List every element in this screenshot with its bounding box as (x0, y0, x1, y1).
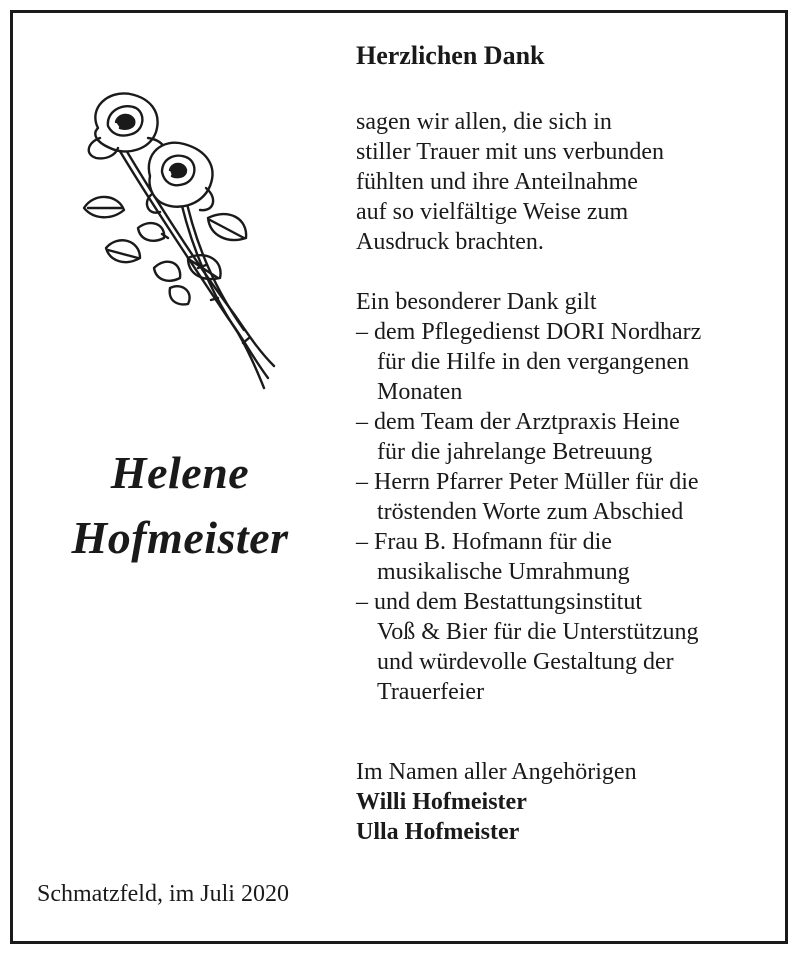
thanks-item-line: – dem Team der Arztpraxis Heine (356, 409, 680, 435)
special-thanks-intro: Ein besonderer Dank gilt (356, 289, 597, 315)
thanks-item-line: Monaten (377, 379, 463, 405)
signoff-text: Im Namen aller Angehörigen (356, 759, 637, 785)
thanks-item-line: für die Hilfe in den vergangenen (377, 349, 690, 375)
thanks-item-line: für die jahrelange Betreuung (377, 439, 653, 465)
thanks-item-line: und würdevolle Gestaltung der (377, 649, 674, 675)
thanks-item (356, 317, 701, 407)
intro-line: Ausdruck brachten. (356, 229, 544, 255)
thanks-item-line: Voß & Bier für die Unterstützung (377, 619, 699, 645)
thanks-heading: Herzlichen Dank (356, 41, 545, 70)
thanks-item (356, 527, 701, 587)
thanks-item (356, 467, 701, 527)
thanks-item-line: – Frau B. Hofmann für die (356, 529, 612, 555)
signer-name: Ulla Hofmeister (356, 819, 520, 845)
thanks-list (356, 317, 701, 707)
intro-line: stiller Trauer mit uns verbunden (356, 139, 664, 165)
thanks-item-line: – Herrn Pfarrer Peter Müller für die (356, 469, 699, 495)
thanks-item-line: musikalische Umrahmung (377, 559, 630, 585)
intro-paragraph (356, 107, 664, 257)
thanks-item-line: – und dem Bestattungsinstitut (356, 589, 642, 615)
thanks-item (356, 587, 701, 707)
signature-block (356, 757, 637, 847)
deceased-first-name: Helene (110, 447, 250, 498)
thanks-item (356, 407, 701, 467)
thanks-item-line: tröstenden Worte zum Abschied (377, 499, 684, 525)
intro-line: auf so vielfältige Weise zum (356, 199, 629, 225)
intro-line: sagen wir allen, die sich in (356, 109, 612, 135)
thanks-item-line: Trauerfeier (377, 679, 485, 705)
thanks-item-line: – dem Pflegedienst DORI Nordharz (356, 319, 702, 345)
intro-line: fühlten und ihre Anteilnahme (356, 169, 638, 195)
place-and-date: Schmatzfeld, im Juli 2020 (37, 881, 289, 907)
deceased-last-name: Hofmeister (71, 512, 289, 563)
signer-name: Willi Hofmeister (356, 789, 527, 815)
rose-illustration-icon (78, 88, 278, 398)
